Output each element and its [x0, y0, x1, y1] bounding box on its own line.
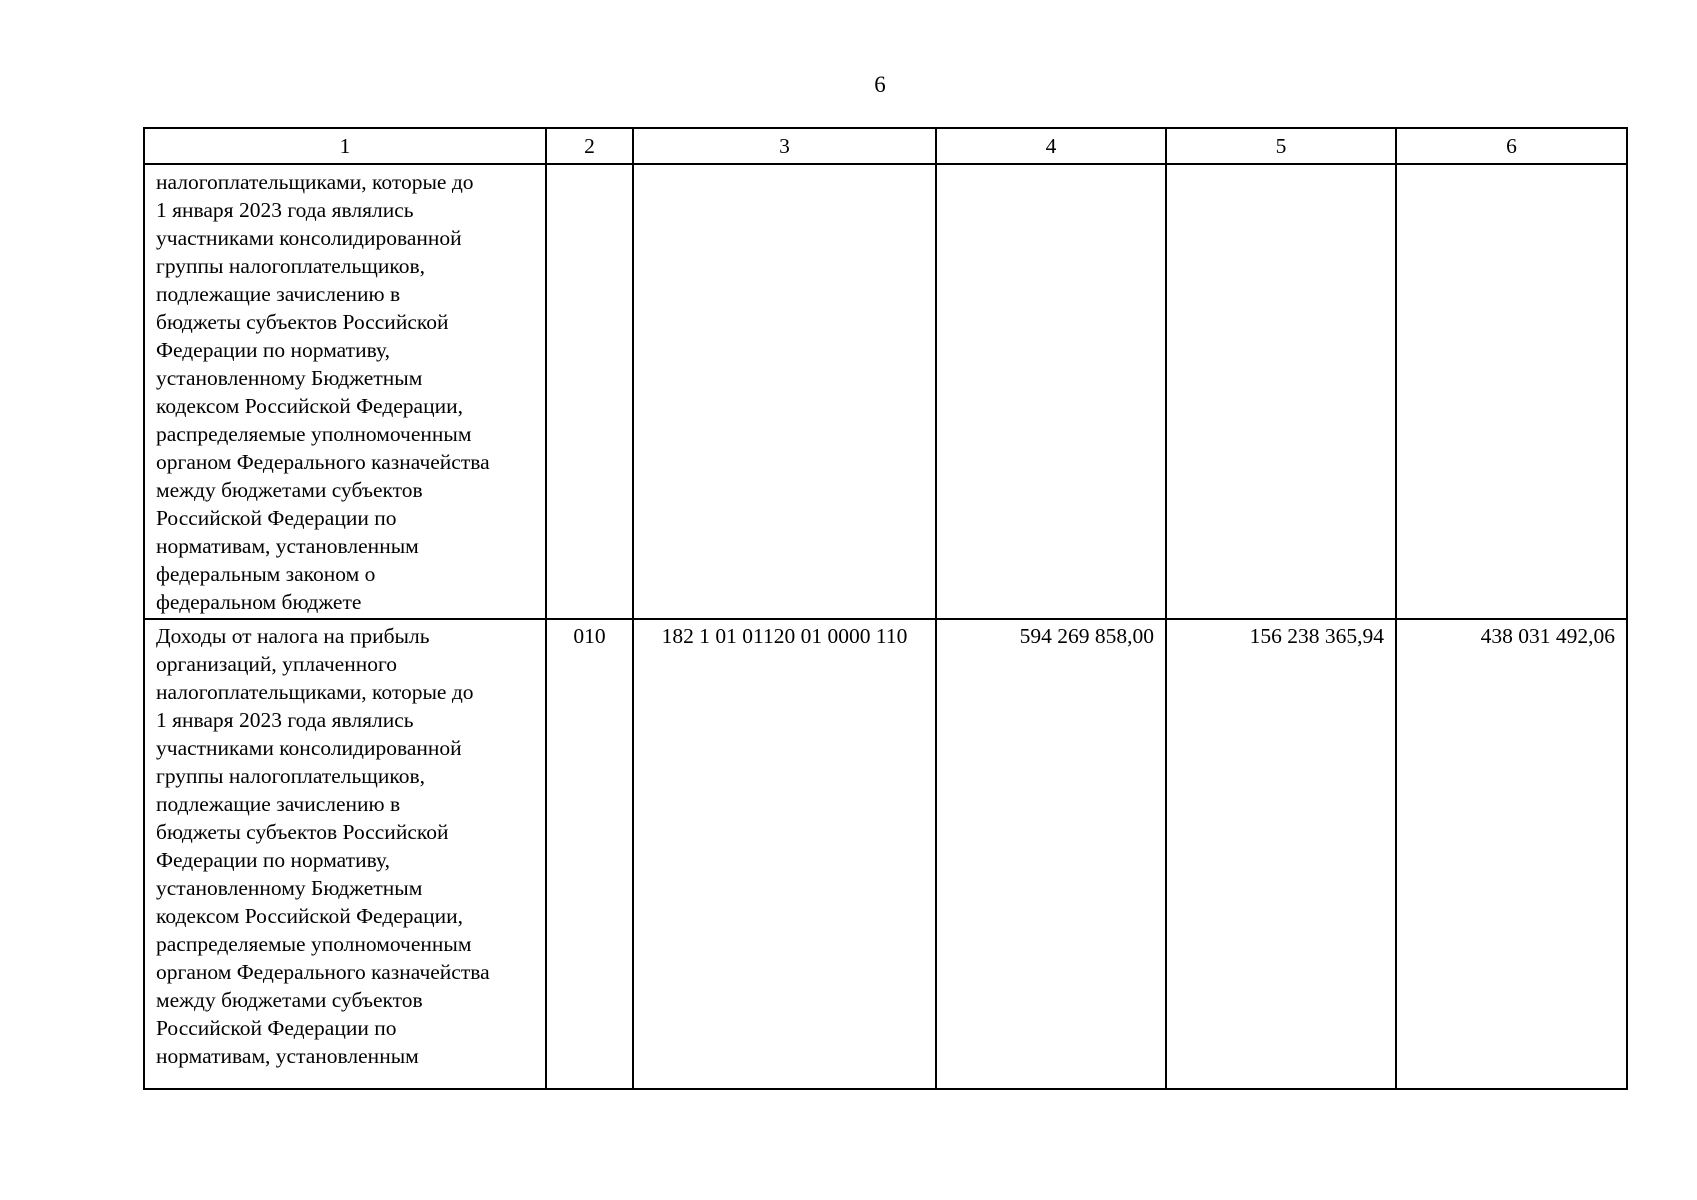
row-line-code: 010: [546, 619, 633, 1089]
column-header: 3: [633, 128, 936, 164]
table-row: [144, 619, 1627, 1089]
row-col5-value: [1166, 164, 1396, 619]
column-header: 1: [144, 128, 546, 164]
table-header-row: [144, 128, 1627, 164]
row-income-code: 182 1 01 01120 01 0000 110: [633, 619, 936, 1089]
column-header: 4: [936, 128, 1166, 164]
row-description: налогоплательщиками, которые до 1 января 2023 года являлись участниками консолидированной группы налогоплательщиков, подлежащие зачислению в бюджеты субъектов Российской Федерации по нормативу, установленному Бюджетным кодексом Российской Федерации, распределяемые уполномоченным органом Федерального казначейства между бюджетами субъектов Российской Федерации по нормативам, установленным федеральным законом о федеральном бюджете: [144, 164, 546, 619]
row-description: Доходы от налога на прибыль организаций, уплаченного налогоплательщиками, которые до 1 января 2023 года являлись участниками консолидированной группы налогоплательщиков, подлежащие зачислению в бюджеты субъектов Российской Федерации по нормативу, установленному Бюджетным кодексом Российской Федерации, распределяемые уполномоченным органом Федерального казначейства между бюджетами субъектов Российской Федерации по нормативам, установленным: [144, 619, 546, 1089]
row-line-code: [546, 164, 633, 619]
report-table: [143, 127, 1628, 1090]
row-col6-value: [1396, 164, 1627, 619]
row-col5-value: 156 238 365,94: [1166, 619, 1396, 1089]
row-col4-value: 594 269 858,00: [936, 619, 1166, 1089]
page-number: 6: [874, 72, 886, 97]
column-header: 6: [1396, 128, 1627, 164]
column-header: 2: [546, 128, 633, 164]
row-income-code: [633, 164, 936, 619]
row-col6-value: 438 031 492,06: [1396, 619, 1627, 1089]
row-col4-value: [936, 164, 1166, 619]
table-row: [144, 164, 1627, 619]
column-header: 5: [1166, 128, 1396, 164]
